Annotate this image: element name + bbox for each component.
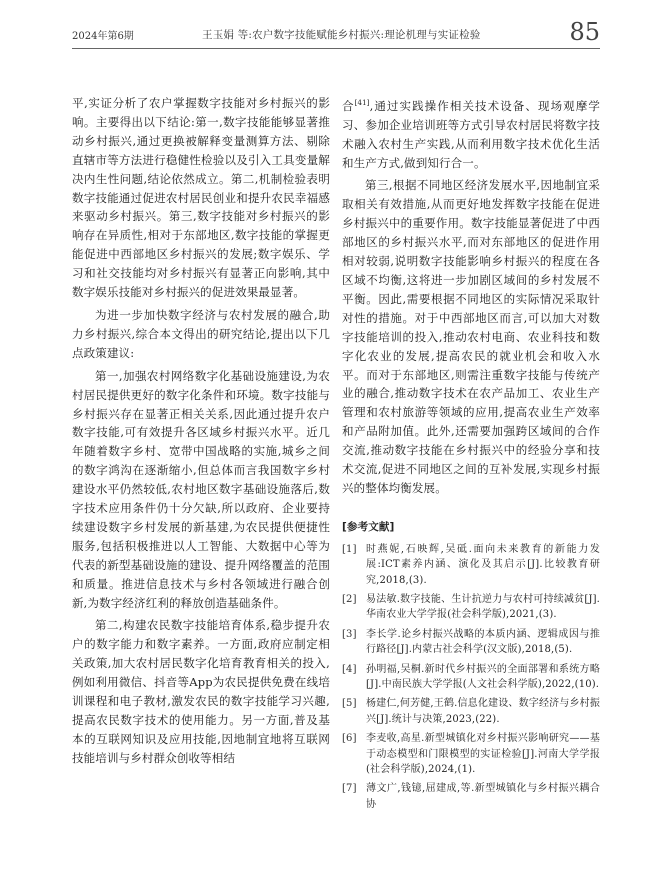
reference-number: [5]: [342, 698, 357, 710]
reference-text: 李长学.论乡村振兴战略的本质内涵、逻辑成因与推行路径[J].内蒙古社会科学(汉文版),2018,(5).: [366, 628, 600, 656]
page-number: 85: [569, 18, 600, 46]
right-column: [342, 94, 600, 816]
reference-item: [342, 662, 600, 693]
reference-item: [342, 542, 600, 588]
reference-number: [3]: [342, 628, 357, 640]
continued-text: 合: [342, 98, 355, 113]
reference-text: 李麦收,高星.新型城镇化对乡村振兴影响研究——基于动态模型和门限模型的实证检验[J].河南大学学报(社会科学版),2024,(1).: [366, 733, 600, 776]
reference-text: 易法敏.数字技能、生计抗逆力与农村可持续减贫[J].华南农业大学学报(社会科学版),2021,(3).: [366, 593, 600, 621]
left-column: [72, 94, 330, 768]
body-paragraph: 平,实证分析了农户掌握数字技能对乡村振兴的影响。主要得出以下结论:第一,数字技能能够显著推动乡村振兴,通过更换被解释变量测算方法、剔除直辖市等方法进行稳健性检验以及引入工具变量解决内生性问题,结论依然成立。第二,机制检验表明数字技能通过促进农村居民创业和提升农民幸福感来驱动乡村振兴。第三,数字技能对乡村振兴的影响存在异质性,相对于东部地区,数字技能的掌握更能促进中西部地区乡村振兴的发展;数字娱乐、学习和社交技能均对乡村振兴有显著正向影响,其中数字娱乐技能对乡村振兴的促进效果最显著。: [72, 96, 330, 300]
references-title: [参考文献]: [342, 520, 395, 533]
reference-number: [2]: [342, 593, 357, 605]
body-paragraph: 第一,加强农村网络数字化基础设施建设,为农村居民提供更好的数字化条件和环境。数字技能与乡村振兴存在显著正相关关系,因此通过提升农户数字技能,可有效提升各区域乡村振兴水平。近几年随着数字乡村、宽带中国战略的实施,城乡之间的数字鸿沟在逐渐缩小,但总体而言我国数字乡村建设水平仍然较低,农村地区数字基础设施落后,数字技术应用条件仍十分欠缺,所以政府、企业要持续建设数字乡村发展的新基建,为农民提供便捷性服务,包括积极推进以人工智能、大数据中心等为代表的新型基础设施的建设、提升网络覆盖的范围和质量。推进信息技术与乡村各领域进行融合创新,为数字经济红利的释放创造基础条件。: [72, 368, 330, 610]
reference-number: [7]: [342, 783, 357, 795]
reference-item: [342, 781, 600, 812]
body-paragraph: 为进一步加快数字经济与农村发展的融合,助力乡村振兴,综合本文得出的研究结论,提出以下几点政策建议:: [72, 307, 330, 360]
references-list: [342, 542, 600, 813]
reference-item: [342, 696, 600, 727]
reference-item: [342, 592, 600, 623]
running-title: 王玉娟 等:农户数字技能赋能乡村振兴:理论机理与实证检验: [202, 29, 481, 41]
reference-text: 时燕妮,石映辉,吴砥.面向未来教育的新能力发展:ICT素养内涵、演化及其启示[J].比较教育研究,2018,(3).: [366, 543, 600, 586]
body-paragraph: 第三,根据不同地区经济发展水平,因地制宜采取相关有效措施,从而更好地发挥数字技能在促进乡村振兴中的重要作用。数字技能显著促进了中西部地区的乡村振兴水平,而对东部地区的促进作用相对较弱,说明数字技能影响乡村振兴的程度在各区域不均衡,这将进一步加剧区域间的乡村发展不平衡。因此,需要根据不同地区的实际情况采取针对性的措施。对于中西部地区而言,可以加大对数字技能培训的投入,推动农村电商、农业科技和数字化农业的发展,提高农民的就业机会和收入水平。而对于东部地区,则需注重数字技能与传统产业的融合,推动数字技术在农产品加工、农业生产管理和农村旅游等领域的应用,提高农业生产效率和产品附加值。此外,还需要加强跨区域间的合作交流,推动数字技能在乡村振兴中的经验分享和技术交流,促进不同地区之间的互补发展,实现乡村振兴的整体均衡发展。: [342, 178, 600, 495]
body-paragraph-continued: [342, 94, 600, 172]
continued-text-rest: ,通过实践操作相关技术设备、现场观摩学习、参加企业培训班等方式引导农村居民将数字技术融入农村生产实践,从而利用数字技术优化生活和生产方式,做到知行合一。: [342, 98, 600, 170]
reference-number: [4]: [342, 663, 357, 675]
reference-number: [1]: [342, 543, 357, 555]
reference-item: [342, 627, 600, 658]
citation-marker: [41]: [354, 99, 370, 107]
page-header: [72, 18, 600, 49]
reference-number: [6]: [342, 733, 357, 745]
reference-text: 薄文广,钱镱,屈建成,等.新型城镇化与乡村振兴耦合协: [366, 783, 600, 810]
journal-issue: 2024年第6期: [72, 31, 134, 42]
reference-text: 孙明福,吴桐.新时代乡村振兴的全面部署和系统方略[J].中南民族大学学报(人文社会科学版),2022,(10).: [366, 663, 600, 691]
body-paragraph: 第二,构建农民数字技能培育体系,稳步提升农户的数字能力和数字素养。一方面,政府应制定相关政策,加大农村居民数字化培育教育相关的投入,例如利用微信、抖音等App为农民提供免费在线培训课程和电子教材,激发农民的数字技能学习兴趣,提高农民数字技术的使用能力。另一方面,普及基本的互联网知识及应用技能,因地制宜地将互联网技能培训与乡村群众创收等相结: [72, 618, 330, 765]
reference-item: [342, 731, 600, 777]
reference-text: 杨建仁,何芳健,王鹤.信息化建设、数字经济与乡村振兴[J].统计与决策,2023,(22).: [366, 698, 600, 725]
